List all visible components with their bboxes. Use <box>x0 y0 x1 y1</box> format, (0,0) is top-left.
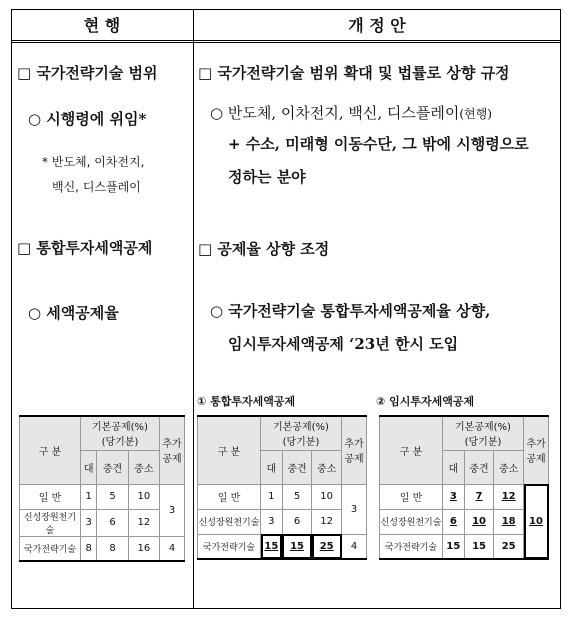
table-cell-highlight: 12 <box>494 484 524 509</box>
table-category-header: 구 분 <box>20 416 81 484</box>
header-current: 현 행 <box>11 9 193 41</box>
table-extra-header: 추가공제 <box>524 416 549 484</box>
table-large-header: 대 <box>261 450 283 484</box>
table-cell: 12 <box>312 509 342 534</box>
left-item-strategic-tech: □ 국가전략기술 범위 <box>17 64 158 82</box>
table-extra-cell: 10 <box>524 484 549 559</box>
rate-table-temporary <box>379 415 549 560</box>
table-cell: 6 <box>97 509 128 536</box>
table-mid-header: 중견 <box>464 450 494 484</box>
table-extra-header: 추가공제 <box>160 416 185 484</box>
right-existing-tag: (현행) <box>459 107 492 121</box>
header-proposal: 개 정 안 <box>193 9 561 41</box>
table-row-label: 신성장원천기술 <box>380 509 443 534</box>
table-extra-cell: 4 <box>342 534 367 559</box>
table-row-label: 국가전략기술 <box>20 536 81 561</box>
left-credit-rate: ○ 세액공제율 <box>28 304 119 322</box>
header-divider <box>11 42 561 43</box>
table-small-header: 중소 <box>312 450 342 484</box>
left-note-line2: 백신, 디스플레이 <box>52 180 141 194</box>
right-added-fields-line2: 정하는 분야 <box>228 168 306 186</box>
table-cell-highlight: 6 <box>443 509 465 534</box>
table-cell-highlight: 25 <box>312 534 342 559</box>
table-row-label: 일 반 <box>380 484 443 509</box>
table-large-header: 대 <box>81 450 97 484</box>
table-row-label: 일 반 <box>198 484 261 509</box>
table-cell: 15 <box>443 534 465 559</box>
table-extra-cell: 3 <box>160 484 185 536</box>
rate-table-current <box>19 415 185 562</box>
caption-temporary-credit: ② 임시투자세액공제 <box>376 395 475 408</box>
table-cell: 5 <box>97 484 128 509</box>
right-existing-fields-text: ○ 반도체, 이차전지, 백신, 디스플레이 <box>210 104 460 122</box>
table-cell: 3 <box>261 509 283 534</box>
table-extra-header: 추가공제 <box>342 416 367 484</box>
table-cell: 10 <box>312 484 342 509</box>
table-cell: 8 <box>81 536 97 561</box>
table-cell: 8 <box>97 536 128 561</box>
left-delegation: ○ 시행령에 위임* <box>28 110 147 128</box>
table-small-header: 중소 <box>494 450 524 484</box>
table-cell: 3 <box>81 509 97 536</box>
table-row-label: 신성장원천기술 <box>20 509 81 536</box>
right-item-rate-increase: □ 공제율 상향 조정 <box>198 240 330 258</box>
right-existing-fields <box>210 102 492 123</box>
table-cell-highlight: 15 <box>261 534 283 559</box>
table-cell: 25 <box>494 534 524 559</box>
column-divider <box>193 9 194 609</box>
table-cell-highlight: 7 <box>464 484 494 509</box>
left-item-investment-credit: □ 통합투자세액공제 <box>17 239 153 257</box>
left-note-line1: * 반도체, 이차전지, <box>42 155 145 169</box>
rate-table-integrated <box>197 415 367 560</box>
table-cell-highlight: 10 <box>464 509 494 534</box>
table-cell: 16 <box>128 536 159 561</box>
table-mid-header: 중견 <box>282 450 312 484</box>
table-category-header: 구 분 <box>380 416 443 484</box>
table-row-label: 국가전략기술 <box>198 534 261 559</box>
table-cell: 1 <box>81 484 97 509</box>
table-mid-header: 중견 <box>97 450 128 484</box>
right-added-fields-line1: + 수소, 미래형 이동수단, 그 밖에 시행령으로 <box>228 135 529 153</box>
table-cell-highlight: 18 <box>494 509 524 534</box>
right-rate-line1: ○ 국가전략기술 통합투자세액공제율 상향, <box>210 302 491 320</box>
table-cell-highlight: 3 <box>443 484 465 509</box>
table-cell: 15 <box>464 534 494 559</box>
table-cell: 6 <box>282 509 312 534</box>
table-row-label: 일 반 <box>20 484 81 509</box>
table-basic-header: 기본공제(%) (당기분) <box>81 416 160 450</box>
table-category-header: 구 분 <box>198 416 261 484</box>
table-cell: 10 <box>128 484 159 509</box>
table-large-header: 대 <box>443 450 465 484</box>
table-row-label: 국가전략기술 <box>380 534 443 559</box>
table-basic-header: 기본공제(%) (당기분) <box>261 416 342 450</box>
table-extra-cell: 3 <box>342 484 367 534</box>
table-cell-highlight: 15 <box>282 534 312 559</box>
caption-integrated-credit: ① 통합투자세액공제 <box>197 395 296 408</box>
table-cell: 5 <box>282 484 312 509</box>
table-extra-cell: 4 <box>160 536 185 561</box>
right-rate-line2: 임시투자세액공제 ‘23년 한시 도입 <box>228 335 459 353</box>
table-cell: 12 <box>128 509 159 536</box>
right-item-scope-expansion: □ 국가전략기술 범위 확대 및 법률로 상향 규정 <box>198 64 510 82</box>
table-cell: 1 <box>261 484 283 509</box>
table-basic-header: 기본공제(%) (당기분) <box>443 416 524 450</box>
table-row-label: 신성장원천기술 <box>198 509 261 534</box>
table-small-header: 중소 <box>128 450 159 484</box>
